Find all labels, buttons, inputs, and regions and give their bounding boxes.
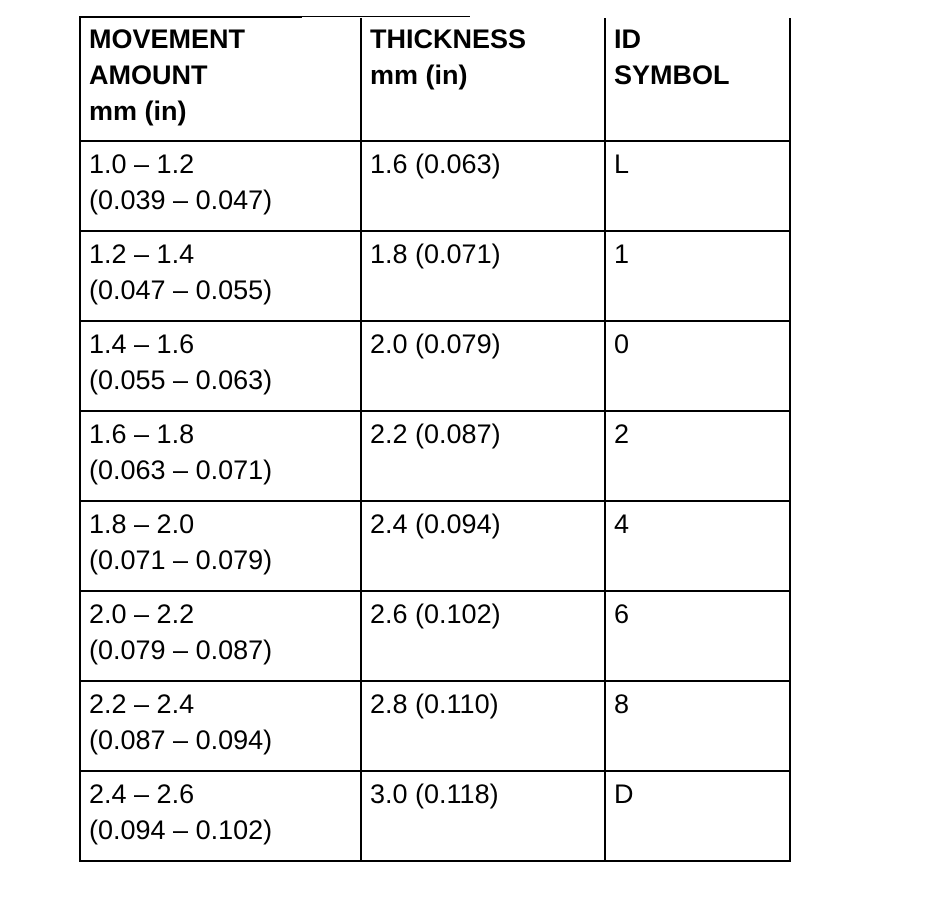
movement-in: (0.087 – 0.094) <box>89 725 273 755</box>
cell-thickness: 1.6 (0.063) <box>361 141 605 231</box>
cell-movement-amount <box>80 501 361 591</box>
movement-in: (0.055 – 0.063) <box>89 365 273 395</box>
movement-in: (0.079 – 0.087) <box>89 635 273 665</box>
cell-thickness: 3.0 (0.118) <box>361 771 605 861</box>
movement-in: (0.047 – 0.055) <box>89 275 273 305</box>
movement-in: (0.039 – 0.047) <box>89 185 273 215</box>
movement-in: (0.063 – 0.071) <box>89 455 273 485</box>
table-row <box>80 141 790 231</box>
table-row <box>80 591 790 681</box>
cell-movement-amount <box>80 321 361 411</box>
table-row <box>80 771 790 861</box>
movement-mm: 2.0 – 2.2 <box>89 599 195 629</box>
cell-id-symbol: 4 <box>605 501 790 591</box>
movement-in: (0.094 – 0.102) <box>89 815 273 845</box>
cell-thickness: 2.2 (0.087) <box>361 411 605 501</box>
cell-id-symbol: L <box>605 141 790 231</box>
border-stub <box>302 16 470 17</box>
header-thickness: THICKNESS mm (in) <box>361 17 605 141</box>
cell-id-symbol: D <box>605 771 790 861</box>
movement-mm: 1.6 – 1.8 <box>89 419 195 449</box>
cell-thickness: 2.0 (0.079) <box>361 321 605 411</box>
cell-thickness: 2.8 (0.110) <box>361 681 605 771</box>
movement-mm: 1.8 – 2.0 <box>89 509 195 539</box>
cell-movement-amount <box>80 771 361 861</box>
table-body <box>80 141 790 861</box>
movement-mm: 2.4 – 2.6 <box>89 779 195 809</box>
movement-mm: 1.0 – 1.2 <box>89 149 195 179</box>
table-row <box>80 321 790 411</box>
cell-id-symbol: 2 <box>605 411 790 501</box>
cell-id-symbol: 1 <box>605 231 790 321</box>
cell-movement-amount <box>80 411 361 501</box>
movement-in: (0.071 – 0.079) <box>89 545 273 575</box>
movement-mm: 2.2 – 2.4 <box>89 689 195 719</box>
movement-mm: 1.2 – 1.4 <box>89 239 195 269</box>
cell-movement-amount <box>80 141 361 231</box>
table-row <box>80 501 790 591</box>
cell-id-symbol: 6 <box>605 591 790 681</box>
cell-movement-amount <box>80 591 361 681</box>
shim-selection-table <box>79 16 791 862</box>
header-id-symbol: ID SYMBOL <box>605 17 790 141</box>
cell-thickness: 2.4 (0.094) <box>361 501 605 591</box>
cell-id-symbol: 8 <box>605 681 790 771</box>
cell-id-symbol: 0 <box>605 321 790 411</box>
table-row <box>80 231 790 321</box>
movement-mm: 1.4 – 1.6 <box>89 329 195 359</box>
cell-thickness: 1.8 (0.071) <box>361 231 605 321</box>
table-header <box>80 17 790 141</box>
table-row <box>80 681 790 771</box>
header-row <box>80 17 790 141</box>
table-row <box>80 411 790 501</box>
cell-movement-amount <box>80 231 361 321</box>
cell-thickness: 2.6 (0.102) <box>361 591 605 681</box>
cell-movement-amount <box>80 681 361 771</box>
header-movement-amount: MOVEMENT AMOUNT mm (in) <box>80 17 361 141</box>
